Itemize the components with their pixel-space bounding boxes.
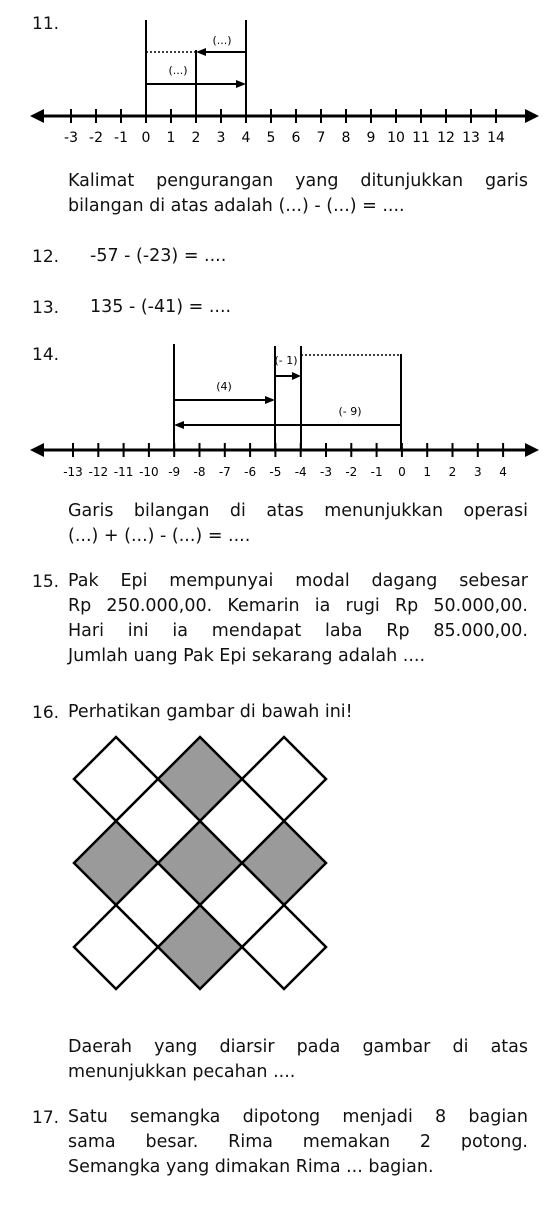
number-line-q11 — [28, 12, 543, 152]
q14-tick-label: -5 — [269, 465, 282, 479]
q14-tick-label: 4 — [499, 465, 507, 479]
question-number-14: 14. — [32, 345, 60, 365]
label-4: (4) — [216, 380, 232, 393]
arrow-label-bottom: (...) — [168, 64, 188, 77]
diamond-grid-figure — [70, 733, 330, 993]
arrow-minus-1-head — [292, 372, 301, 380]
arrow-bottom-head — [236, 80, 246, 88]
q11-tick-label: 4 — [241, 130, 251, 146]
right-arrowhead — [525, 443, 539, 457]
arrow-minus-9-head — [174, 421, 184, 429]
question-17-text — [68, 1105, 528, 1180]
q17-line-2: sama besar. Rima memakan 2 potong. — [68, 1132, 528, 1152]
q14-tick-label: -13 — [63, 465, 83, 479]
q15-line-4: Jumlah uang Pak Epi sekarang adalah .... — [68, 646, 426, 666]
q11-tick-label: 7 — [316, 130, 326, 146]
q11-tick-label: 14 — [487, 130, 505, 146]
q14-tick-label: -7 — [218, 465, 231, 479]
q11-tick-label: -3 — [64, 130, 78, 146]
q15-line-3: Hari ini ia mendapat laba Rp 85.000,00. — [68, 621, 528, 641]
question-14-text — [68, 499, 528, 549]
q16-line-1: Daerah yang diarsir pada gambar di atas — [68, 1037, 528, 1057]
q11-tick-label: 13 — [462, 130, 480, 146]
q11-tick-label: 8 — [341, 130, 351, 146]
q14-tick-label: -4 — [294, 465, 307, 479]
q11-tick-label: -2 — [89, 130, 103, 146]
q11-tick-label: 5 — [266, 130, 276, 146]
q14-tick-label: -10 — [139, 465, 159, 479]
arrow-4-head — [265, 396, 275, 404]
number-line-q14 — [28, 340, 543, 485]
q11-tick-label: 3 — [216, 130, 226, 146]
question-number-13: 13. — [32, 298, 60, 318]
question-number-16: 16. — [32, 703, 60, 723]
question-number-15: 15. — [32, 572, 60, 592]
question-16-text — [68, 1035, 528, 1085]
q14-tick-label: -2 — [345, 465, 358, 479]
q14-line-1: Garis bilangan di atas menunjukkan operasi — [68, 501, 528, 521]
q11-tick-label: 11 — [412, 130, 430, 146]
question-16-intro: Perhatikan gambar di bawah ini! — [68, 702, 353, 722]
arrow-label-top: (...) — [212, 34, 232, 47]
q14-tick-label: -8 — [193, 465, 206, 479]
q15-line-1: Pak Epi mempunyai modal dagang sebesar — [68, 571, 528, 591]
q14-tick-label: 2 — [448, 465, 457, 479]
q11-tick-label: 10 — [387, 130, 405, 146]
q11-tick-label: 6 — [291, 130, 301, 146]
q14-tick-label: -1 — [370, 465, 383, 479]
label-minus-1: (- 1) — [274, 354, 298, 367]
arrow-top-head — [196, 48, 206, 56]
left-arrowhead — [30, 443, 44, 457]
q14-tick-label: -3 — [320, 465, 332, 479]
question-number-17: 17. — [32, 1108, 60, 1128]
q14-tick-label: -11 — [113, 465, 134, 479]
q17-line-3: Semangka yang dimakan Rima ... bagian. — [68, 1157, 434, 1177]
q11-tick-label: 1 — [166, 130, 176, 146]
q11-tick-label: -1 — [114, 130, 128, 146]
q17-line-1: Satu semangka dipotong menjadi 8 bagian — [68, 1107, 528, 1127]
q11-line-2: bilangan di atas adalah (...) - (...) = .... — [68, 196, 405, 216]
q14-tick-label: -12 — [88, 465, 109, 479]
q14-line-2: (...) + (...) - (...) = .... — [68, 526, 251, 546]
question-13-expression: 135 - (-41) = .... — [90, 297, 232, 317]
q15-line-2: Rp 250.000,00. Kemarin ia rugi Rp 50.000,00. — [68, 596, 528, 616]
q11-tick-label: 0 — [141, 130, 151, 146]
left-arrowhead — [30, 109, 44, 123]
q14-tick-label: 0 — [398, 465, 406, 479]
q11-line-1: Kalimat pengurangan yang ditunjukkan garis — [68, 171, 528, 191]
q14-tick-label: -6 — [244, 465, 257, 479]
question-15-text — [68, 569, 528, 669]
q11-tick-label: 2 — [191, 130, 201, 146]
question-number-11: 11. — [32, 14, 60, 34]
question-number-12: 12. — [32, 247, 60, 267]
q16-line-2: menunjukkan pecahan .... — [68, 1062, 296, 1082]
label-minus-9: (- 9) — [338, 405, 362, 418]
question-12-expression: -57 - (-23) = .... — [90, 246, 227, 266]
q14-tick-label: 1 — [423, 465, 432, 479]
q11-tick-label: 9 — [366, 130, 376, 146]
q11-tick-label: 12 — [437, 130, 455, 146]
right-arrowhead — [525, 109, 539, 123]
q14-tick-label: -9 — [168, 465, 181, 479]
q14-tick-label: 3 — [473, 465, 482, 479]
question-11-text — [68, 169, 528, 219]
